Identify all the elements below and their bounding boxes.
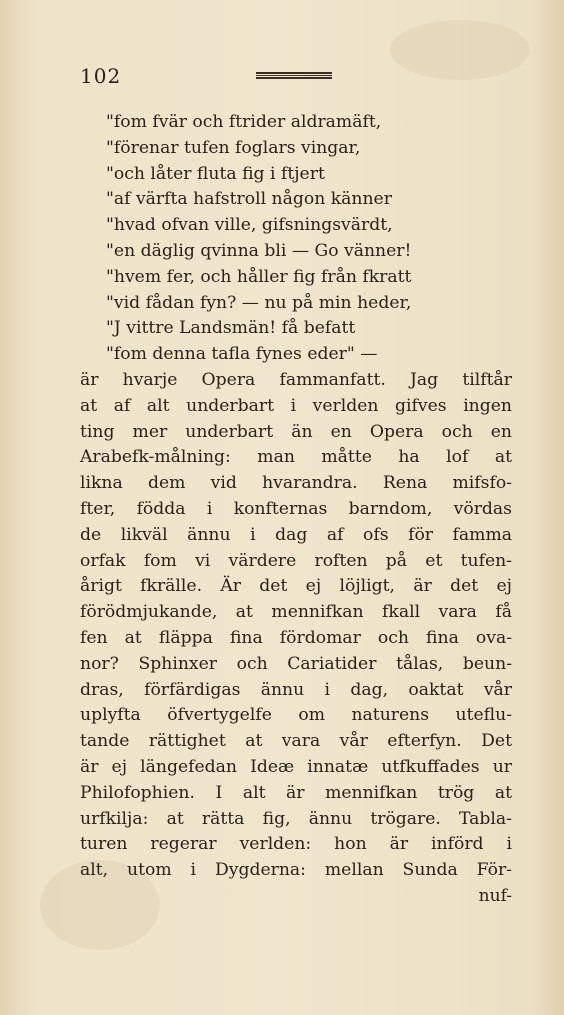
prose-line: Philofophien. I alt är mennifkan trög at — [80, 782, 512, 803]
prose-line: uplyfta öfvertygelfe om naturens uteflu- — [80, 705, 512, 726]
prose-line: förödmjukande, at mennifkan fkall vara få — [80, 602, 512, 623]
prose-line: de likväl ännu i dag af ofs för famma — [80, 524, 512, 545]
poem-line: "en däglig qvinna bli — Go vänner! — [106, 240, 412, 261]
prose-line: turen regerar verlden: hon är införd i — [80, 834, 512, 855]
prose-line: nor? Sphinxer och Cariatider tålas, beun- — [80, 653, 512, 674]
body-text — [80, 110, 512, 909]
poem-line: "fom denna tafla fynes eder" — — [106, 344, 378, 365]
page-header — [80, 62, 500, 90]
prose-line: Arabefk-målning: man måtte ha lof at — [80, 447, 512, 468]
header-rule — [256, 72, 332, 81]
poem-line: "hvad ofvan ville, gifsningsvärdt, — [106, 215, 393, 236]
page-number: 102 — [80, 64, 122, 88]
prose-line: alt, utom i Dygderna: mellan Sunda För- — [80, 860, 512, 881]
prose-line: är ej längefedan Ideæ innatæ utfkuffades ur — [80, 756, 512, 777]
poem-line: "fom fvär och ftrider aldramäft, — [106, 112, 382, 132]
prose-line: fter, födda i konfternas barndom, vördas — [80, 498, 512, 519]
prose-line: ting mer underbart än en Opera och en — [80, 421, 512, 442]
prose-line: tande rättighet at vara vår efterfyn. Det — [80, 731, 512, 752]
prose-line: likna dem vid hvarandra. Rena mifsfo- — [80, 473, 512, 494]
poem-line: "vid fådan fyn? — nu på min heder, — [106, 292, 412, 313]
poem-line: "förenar tufen foglars vingar, — [106, 137, 361, 158]
prose-line: urfkilja: at rätta fig, ännu trögare. Tabla- — [80, 808, 512, 829]
poem-line: "och låter fluta fig i ftjert — [106, 163, 325, 184]
prose-line: dras, förfärdigas ännu i dag, oaktat vår — [80, 679, 512, 700]
prose-line: fen at fläppa fina fördomar och fina ova- — [80, 627, 512, 648]
prose-line: årigt fkrälle. Är det ej löjligt, är det ej — [80, 576, 512, 597]
prose-line: är hvarje Opera fammanfatt. Jag tilftår — [80, 369, 512, 390]
prose-line: at af alt underbart i verlden gifves ingen — [80, 395, 512, 416]
catchword: nuf- — [478, 885, 512, 906]
poem-line: "hvem fer, och håller fig från fkratt — [106, 266, 412, 287]
prose-line: orfak fom vi värdere roften på et tufen- — [80, 550, 512, 571]
poem-line: "J vittre Landsmän! få befatt — [106, 318, 356, 339]
poem-line: "af värfta hafstroll någon känner — [106, 189, 392, 210]
